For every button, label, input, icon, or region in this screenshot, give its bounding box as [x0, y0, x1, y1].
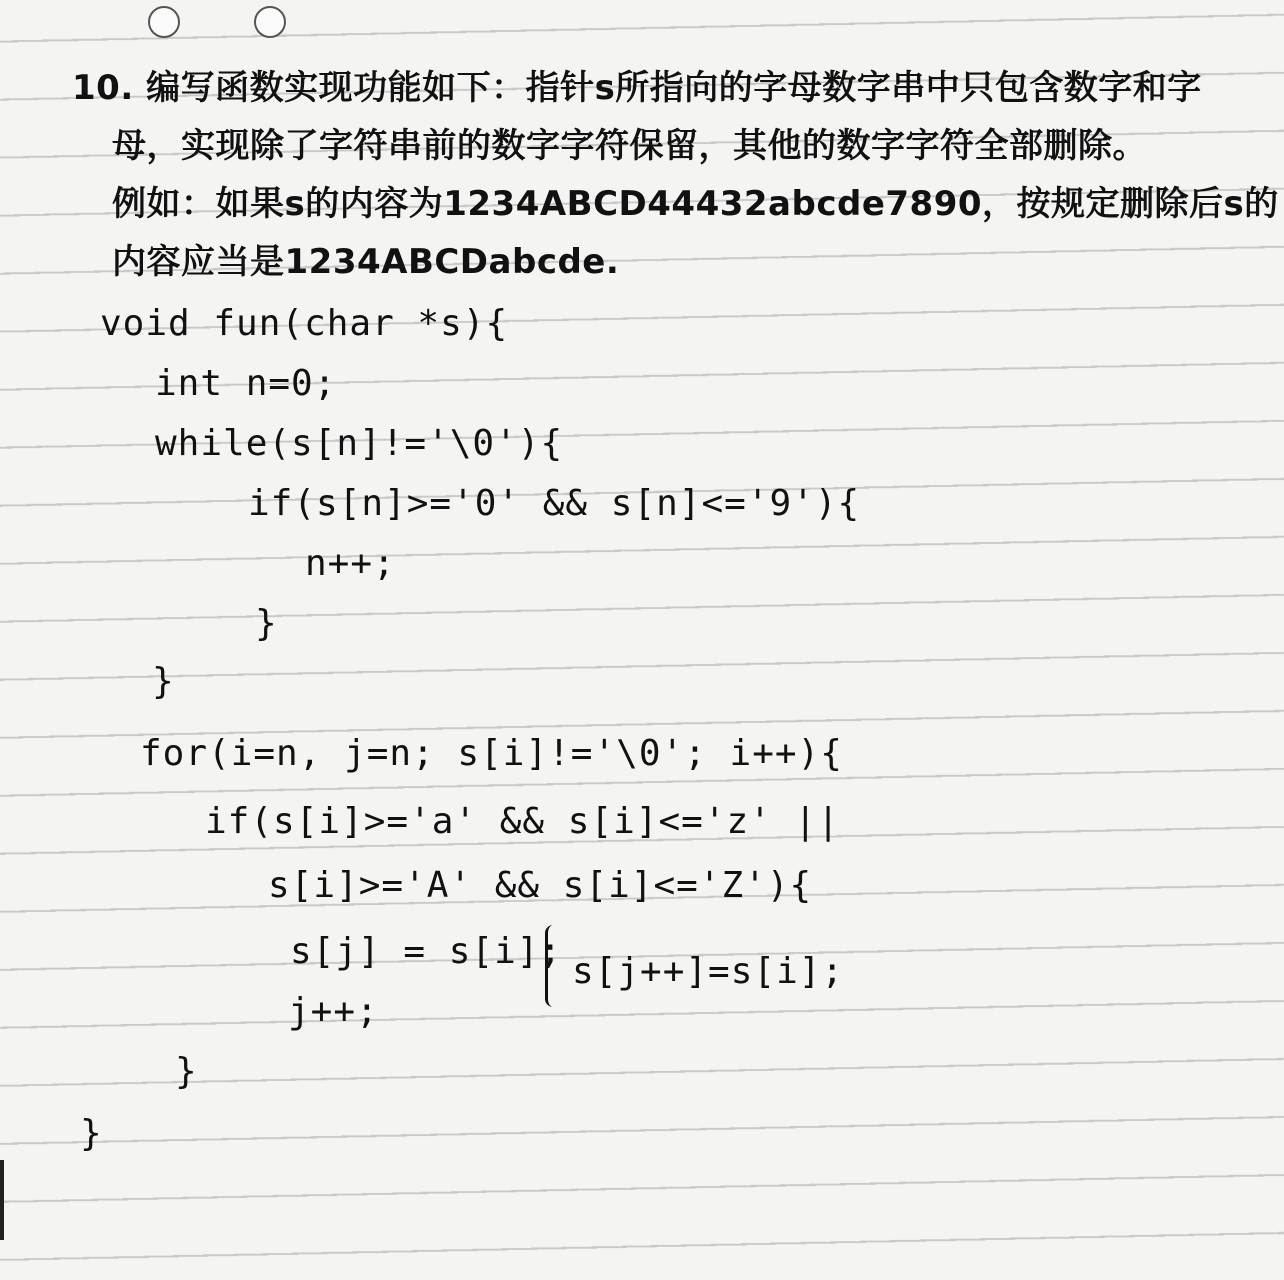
code-line-1: void fun(char *s){	[100, 303, 509, 344]
code-line-12: j++;	[288, 991, 379, 1032]
code-line-6: }	[255, 603, 278, 644]
page-edge-mark	[0, 1160, 4, 1240]
code-line-14: }	[80, 1113, 103, 1154]
binder-hole-right	[254, 6, 286, 38]
problem-line-2: 母，实现除了字符串前的数字字符保留，其他的数字字符全部删除。	[112, 126, 1147, 166]
code-line-7: }	[152, 661, 175, 702]
code-line-10: s[i]>='A' && s[i]<='Z'){	[268, 865, 813, 906]
code-line-11: s[j] = s[i];	[290, 931, 563, 972]
binder-hole-left	[148, 6, 180, 38]
problem-line-3: 例如：如果s的内容为1234ABCD44432abcde7890，按规定删除后s的	[112, 184, 1279, 224]
annotation-note: s[j++]=s[i];	[572, 951, 845, 992]
problem-line-4: 内容应当是1234ABCDabcde.	[112, 242, 620, 282]
code-line-8: for(i=n, j=n; s[i]!='\0'; i++){	[140, 733, 843, 774]
code-line-2: int n=0;	[155, 363, 337, 404]
code-line-13: }	[175, 1051, 198, 1092]
code-line-9: if(s[i]>='a' && s[i]<='z' ||	[205, 801, 840, 842]
problem-line-1: 10. 编写函数实现功能如下：指针s所指向的字母数字串中只包含数字和字	[72, 68, 1202, 108]
code-line-3: while(s[n]!='\0'){	[155, 423, 564, 464]
code-line-5: n++;	[305, 543, 396, 584]
code-line-4: if(s[n]>='0' && s[n]<='9'){	[248, 483, 861, 524]
annotation-brace	[545, 925, 554, 1007]
